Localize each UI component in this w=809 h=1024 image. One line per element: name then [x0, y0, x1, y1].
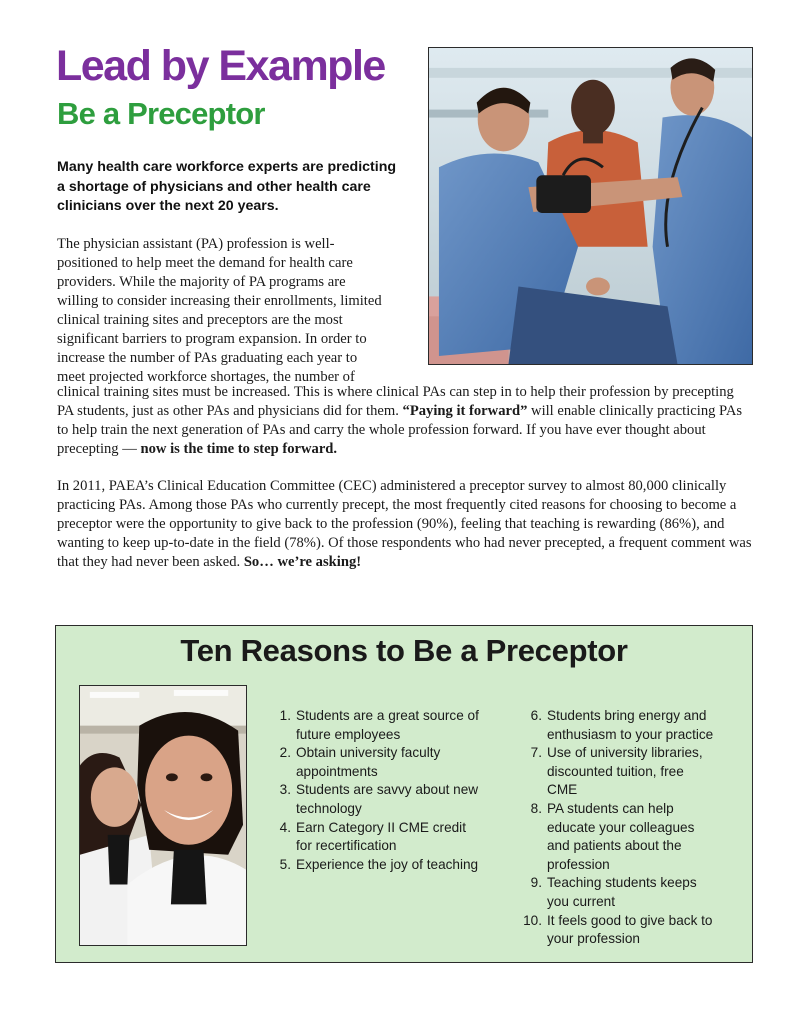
- reason-text: Earn Category II CME credit for recertification: [296, 819, 466, 854]
- reason-text: Obtain university faculty appointments: [296, 745, 441, 779]
- reasons-list-right: [516, 707, 716, 949]
- reason-text: Students are savvy about new technology: [296, 782, 479, 816]
- reason-text: It feels good to give back to your profession: [547, 912, 713, 947]
- reason-number: 6.: [530, 708, 542, 723]
- list-item: [516, 800, 716, 874]
- page-title: Lead by Example: [56, 42, 385, 90]
- reason-number: 10.: [523, 912, 542, 928]
- step-forward-emphasis: now is the time to step forward.: [140, 441, 338, 457]
- reason-number: 5.: [279, 856, 291, 872]
- reason-text: Experience the joy of teaching: [296, 856, 479, 872]
- blood-pressure-illustration: [429, 48, 752, 364]
- list-item: [265, 856, 485, 875]
- reason-number: 4.: [279, 819, 291, 835]
- list-item: [516, 874, 716, 911]
- reason-number: 7.: [530, 745, 542, 761]
- reason-text: Students are a great source of future employees: [296, 708, 479, 742]
- students-illustration: [80, 686, 246, 945]
- list-item: [265, 744, 485, 781]
- intro-text-start: clinical training sites must be increased. This is where clinical PAs can step in to help their profession by precepting PA students, just as other PAs and physicians did for them.: [57, 384, 734, 419]
- students-photo: [79, 685, 247, 946]
- reason-number: 8.: [530, 800, 542, 816]
- list-item: [265, 707, 485, 744]
- reason-number: 9.: [530, 875, 542, 891]
- reason-text: Use of university libraries, discounted tuition, free CME: [547, 745, 703, 798]
- list-item: [265, 819, 485, 856]
- were-asking-emphasis: So… we’re asking!: [243, 554, 362, 570]
- list-item: [516, 744, 716, 800]
- paying-it-forward-emphasis: “Paying it forward”: [402, 403, 528, 419]
- clinical-photo: [428, 47, 753, 365]
- reason-text: Students bring energy and enthusiasm to your practice: [547, 708, 714, 742]
- reasons-list-left: [265, 707, 485, 874]
- page-subtitle: Be a Preceptor: [57, 96, 265, 131]
- intro-paragraph-wrapped: The physician assistant (PA) profession is well-positioned to help meet the demand for health care providers. While the majority of PA programs are willing to consider increasing their enrollments, limited clinical training sites and preceptors are the most significant barriers to program expansion. In order to increase the number of PAs graduating each year to meet projected workforce shortages, the number of: [57, 236, 382, 385]
- reason-number: 2.: [279, 745, 291, 761]
- list-item: [516, 707, 716, 744]
- reason-number: 3.: [279, 782, 291, 798]
- intro-text-middle: will enable clinically practicing PAs to help train the next generation of PAs and carry the whole profession forward. If you have ever thought about precepting —: [57, 403, 743, 457]
- survey-text: In 2011, PAEA’s Clinical Education Committee (CEC) administered a preceptor survey to almost 80,000 clinically practicing PAs. Among those PAs who currently precept, the most frequently cited reasons for choosing to become a preceptor were the opportunity to give back to the profession (90%), feeling that teaching is rewarding (86%), and wanting to keep up-to-date in the field (78%). Of those respondents who had never precepted, a frequent comment was that they had never been asked.: [57, 478, 752, 570]
- list-item: [265, 781, 485, 818]
- reason-text: PA students can help educate your colleagues and patients about the profession: [547, 800, 695, 872]
- reason-number: 1.: [279, 708, 291, 723]
- survey-paragraph: [57, 477, 752, 572]
- reason-text: Teaching students keeps you current: [547, 875, 697, 909]
- list-item: [516, 912, 716, 949]
- intro-paragraph-full: [57, 383, 752, 459]
- ten-reasons-title: Ten Reasons to Be a Preceptor: [180, 633, 628, 668]
- lead-paragraph: Many health care workforce experts are predicting a shortage of physicians and other health care clinicians over the next 20 years.: [57, 159, 397, 214]
